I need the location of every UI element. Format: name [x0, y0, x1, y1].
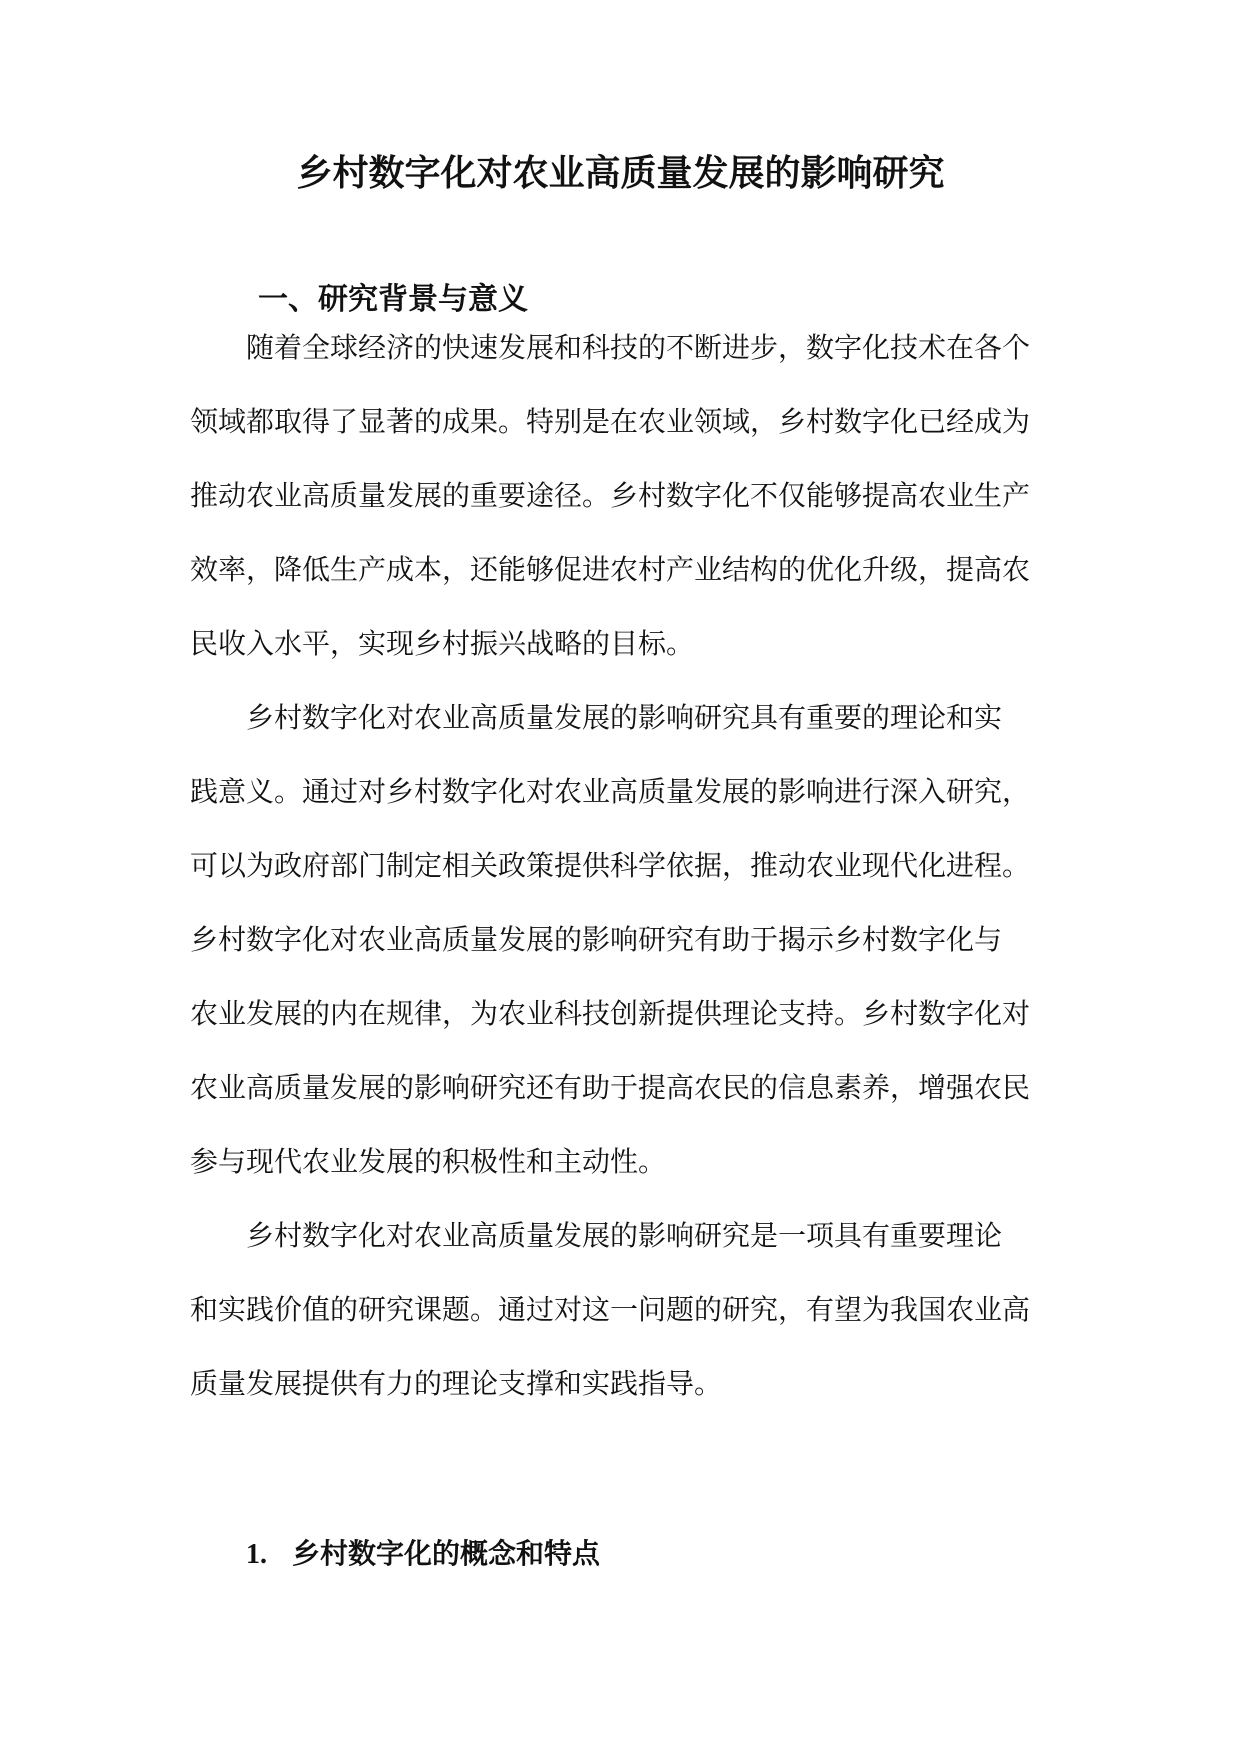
paragraph-line: 乡村数字化对农业高质量发展的影响研究具有重要的理论和实: [246, 701, 1003, 734]
paragraph-line: 乡村数字化对农业高质量发展的影响研究有助于揭示乡村数字化与: [190, 923, 1003, 956]
paragraph-line: 推动农业高质量发展的重要途径。乡村数字化不仅能够提高农业生产: [190, 479, 1031, 512]
paragraph-line: 民收入水平，实现乡村振兴战略的目标。: [190, 627, 695, 660]
section-heading: 一、研究背景与意义: [258, 282, 528, 317]
paragraph-line: 可以为政府部门制定相关政策提供科学依据，推动农业现代化进程。: [190, 849, 1031, 882]
paragraph-line: 践意义。通过对乡村数字化对农业高质量发展的影响进行深入研究，: [190, 775, 1031, 808]
paragraph-line: 和实践价值的研究课题。通过对这一问题的研究，有望为我国农业高: [190, 1293, 1031, 1326]
paragraph-line: 随着全球经济的快速发展和科技的不断进步，数字化技术在各个: [246, 331, 1031, 364]
paragraph-line: 领域都取得了显著的成果。特别是在农业领域，乡村数字化已经成为: [190, 405, 1031, 438]
subsection-title: 乡村数字化的概念和特点: [292, 1537, 601, 1570]
subsection-number: 1.: [246, 1539, 267, 1570]
paragraph-line: 参与现代农业发展的积极性和主动性。: [190, 1145, 667, 1178]
document-title: 乡村数字化对农业高质量发展的影响研究: [296, 152, 945, 194]
paragraph-line: 乡村数字化对农业高质量发展的影响研究是一项具有重要理论: [246, 1219, 1003, 1252]
paragraph-line: 农业高质量发展的影响研究还有助于提高农民的信息素养，增强农民: [190, 1071, 1031, 1104]
paragraph-line: 农业发展的内在规律，为农业科技创新提供理论支持。乡村数字化对: [190, 997, 1031, 1030]
paragraph-line: 效率，降低生产成本，还能够促进农村产业结构的优化升级，提高农: [190, 553, 1031, 586]
subsection-heading: [246, 1534, 600, 1575]
paragraph-line: 质量发展提供有力的理论支撑和实践指导。: [190, 1367, 723, 1400]
